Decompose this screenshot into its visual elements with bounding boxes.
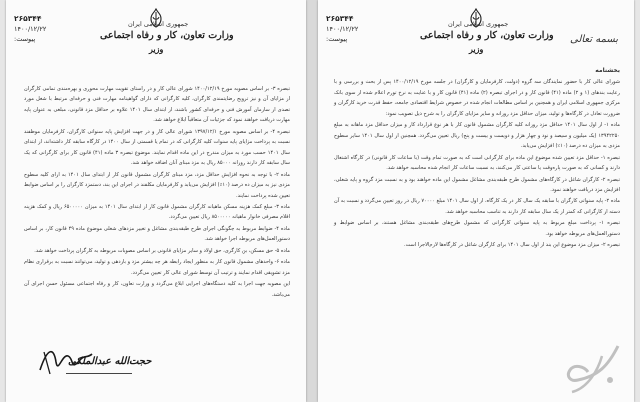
letterhead xyxy=(6,6,306,62)
signature-underline xyxy=(66,373,132,374)
paragraph: تبصره ۱- حداقل مزد تعیین شده موضوع این ماده برای کارگرانی است که به صورت تمام وقت (با ساعات کار قانونی) در کارگاه اشتغال دارند و کسانی که به صورت پاره‌وقت یا ساعتی کار می‌کنند، به نسبت ساعات کار انجام شده محاسبه خواهد شد. xyxy=(334,154,620,172)
republic-label: جمهوری اسلامی ایران xyxy=(448,20,509,28)
signature-name: حجت‌الله عبدالملکی xyxy=(68,356,152,367)
paragraph: تبصره ۱- پرداخت مبلغ مربوط به پایه سنواتی کارگرانی که مشمول طرح‌های طبقه‌بندی مشاغل هستند، بر اساس ضوابط و دستورالعمل‌های مربوطه خواهد بود. xyxy=(334,220,620,237)
paragraph: تبصره ۲- میزان مزد موضوع این بند از اول سال ۱۴۰۱ برای کارگران شاغل در کارگاه‌ها لازم‌الاجرا است. xyxy=(404,242,620,249)
minister-label: وزیر xyxy=(469,44,484,54)
paragraph: تبصره ۲- کارگران شاغل در کارگاه‌های مشمول طرح طبقه‌بندی مشاغل مشمول این ماده خواهند بود و به نسبت مزد گروه و پایه شغلی، افزایش مزد دریافت خواهند نمود. xyxy=(334,176,620,193)
paragraph: ماده ۲- با توجه به نحوه افزایش حداقل مزد، مزد مبنای کارگران مشمول قانون کار از ابتدای سال ۱۴۰۱ به ازای کلیه سطوح مزدی نیز به میزان ده درصد (۱۰٪) افزایش می‌یابد و کارفرمایان مکلفند در اجرای این بند، دستمزد کارگران را بر اساس ضوابط تعیین شده پرداخت نمایند. xyxy=(24,171,291,199)
letter-number: ۲۶۵۳۴۴ xyxy=(326,14,354,23)
paragraph: این مصوبه جهت اجرا به کلیه دستگاه‌های اجرایی ابلاغ می‌گردد و وزارت تعاون، کار و رفاه اجتماعی مسئول حسن اجرای آن می‌باشد. xyxy=(24,281,290,298)
letter-number: ۲۶۵۳۴۴ xyxy=(14,14,42,23)
paragraph: ماده ۳- مبلغ کمک هزینه مسکن ماهیانه کارگران مشمول قانون کار از ابتدای سال ۱۴۰۱ به میزان ۶۵۰۰۰۰۰ ریال و کمک هزینه اقلام مصرفی خانوار ماهیانه ۸۵۰۰۰۰۰ ریال تعیین می‌گردد. xyxy=(24,203,290,221)
letter-attachment: پیوست: xyxy=(14,35,36,43)
page-gutter xyxy=(306,0,318,402)
paragraph: ماده ۴- ضوابط مربوط به چگونگی اجرای طرح طبقه‌بندی مشاغل و تغییر مزدهای شغلی موضوع ماده ۴۹ قانون کار، بر اساس دستورالعمل‌های مربوطه اجرا خواهد شد. xyxy=(24,225,290,243)
letter-meta xyxy=(326,14,358,44)
document-page-left xyxy=(6,0,306,402)
circular-heading: بخشنامه xyxy=(595,67,620,74)
minister-label: وزیر xyxy=(149,44,164,54)
paragraph: ماده ۱- از اول سال ۱۴۰۱ حداقل مزد روزانه کلیه کارگران مشمول قانون کار با هر نوع قرارداد کار و میزان حداقل مزد ماهانه به مبلغ ۱۳۹۴۲۲۵۰ (یک میلیون و سیصد و نود و چهار هزار و دویست و بیست و پنج) ریال تعیین می‌گردد. همچنین از اول سال ۱۴۰۱ سایر سطوح مزدی به میزان ده درصد (۱۰٪) افزایش می‌یابد. xyxy=(334,122,621,150)
paragraph: ماده ۲- پایه سنواتی کارگران با سابقه یک سال کار در یک کارگاه، از اول سال ۱۴۰۱ مبلغ ۷۰۰۰۰ ریال در روز تعیین می‌گردد و نسبت به آن دسته از کارگرانی که کمتر از یک سال سابقه کار دارند به تناسب محاسبه خواهد شد. xyxy=(334,198,620,215)
letter-date: ۱۴۰۰/۱۲/۲۲ xyxy=(14,25,47,33)
republic-label: جمهوری اسلامی ایران xyxy=(128,20,189,28)
letter-body xyxy=(334,66,620,252)
paragraph: شورای عالی کار با حضور نمایندگان سه گروه (دولت، کارفرمایان و کارگران) در جلسه مورخ ۱۴۰۰/۱۲/۱۹ پس از بحث و بررسی و با رعایت بندهای (۱ و ۲) ماده (۴۱) قانون کار و در اجرای تبصره (۲) ماده (۴۱) قانون کار و با عنایت به نرخ تورم اعلام شده از سوی بانک مرکزی جمهوری اسلامی ایران و همچنین بر اساس مطالعات انجام شده در خصوص شرایط اقتصادی جامعه، حفظ قدرت خرید کارگران و ضرورت تعادل در کارگاه‌ها و تولید، میزان حداقل مزد روزانه و سایر مزایای کارگران را به شرح ذیل تصویب نمود: xyxy=(334,79,621,117)
letter-attachment: پیوست: xyxy=(326,35,348,43)
paragraph: ماده ۵- حق مسکن، بن کارگری، حق اولاد و سایر مزایای قانونی بر اساس مصوبات مربوطه به کارگران پرداخت خواهد شد. xyxy=(34,247,290,254)
letter-meta xyxy=(14,14,46,44)
ministry-title: وزارت تعاون، کار و رفاه اجتماعی xyxy=(100,30,234,41)
letter-body xyxy=(24,84,290,301)
paragraph: ماده ۶- واحدهای مشمول قانون کار به منظور ایجاد رابطه هر چه بیشتر مزد و بازدهی و تولید، می‌توانند نسبت به برقراری نظام مزد تشویقی اقدام نمایند و ترتیب آن توسط شورای عالی کار تعیین می‌گردد. xyxy=(24,259,290,276)
document-page-right xyxy=(318,0,634,402)
paragraph: تبصره ۴- بر اساس مصوبه مورخ ۱۳۹۷/۱۲/۱ شورای عالی کار و در جهت افزایش پایه سنواتی کارگران، کارفرمایان موظفند نسبت به پرداخت مزایای پایه سنوات کلیه کارگرانی که در تمام یا قسمتی از سال ۱۴۰۰ در کارگاه سابقه کار داشته‌اند، از ابتدای سال ۱۴۰۱ حسب مورد به میزان مندرج در این ماده اقدام نمایند. موضوع تبصره ۳ ماده (۴۱) قانون کار برای کارگرانی که یک سال سابقه کار دارند روزانه ۸۵۰۰۰ ریال به مزد مبنای آنان اضافه خواهد شد. xyxy=(24,128,291,167)
watermark-logo-icon xyxy=(558,336,628,396)
letter-date: ۱۴۰۰/۱۲/۲۲ xyxy=(326,25,359,33)
bismillah-heading: بسمه تعالی xyxy=(570,34,619,45)
ministry-title: وزارت تعاون، کار و رفاه اجتماعی xyxy=(420,30,554,41)
letterhead xyxy=(318,6,634,62)
paragraph: تبصره ۳- بر اساس مصوبه مورخ ۱۴۰۰/۱۲/۱۹ شورای عالی کار و در راستای تقویت مهارت محوری و بهره‌مندی تمامی کارگران از مزایای آن و نیز ترویج رضایتمندی کارگران، کلیه کارگرانی که دارای گواهینامه مهارت فنی و حرفه‌ای مرتبط با شغل مورد تصدی از سازمان آموزش فنی و حرفه‌ای کشور باشند، از ابتدای سال ۱۴۰۱ علاوه بر حداقل مزد قانونی، مبلغی به عنوان پایه مهارت دریافت خواهند نمود که جزئیات آن متعاقباً ابلاغ خواهد شد. xyxy=(24,86,290,124)
